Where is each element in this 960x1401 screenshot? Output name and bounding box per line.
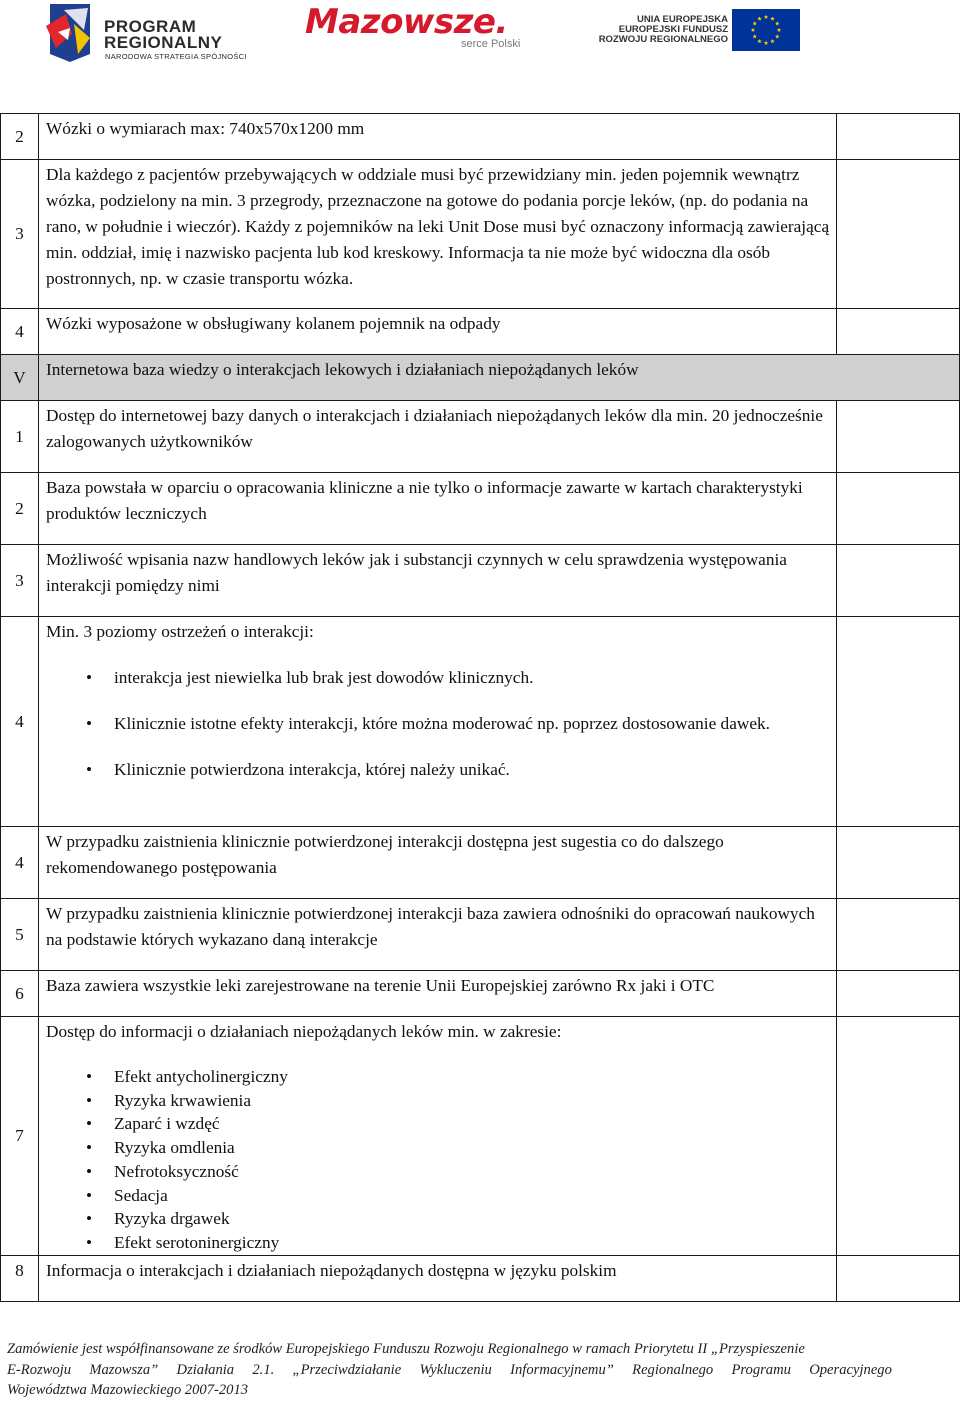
- eu-fund-logo: [590, 9, 812, 53]
- row-number: 3: [1, 545, 39, 617]
- footer-word: Programu: [731, 1361, 791, 1378]
- list-item: • Klinicznie potwierdzona interakcja, której należy unikać.: [86, 757, 832, 783]
- eu-flag-icon: [732, 9, 800, 51]
- side-effects-list: [46, 1065, 832, 1255]
- table-row: [1, 1017, 960, 1256]
- list-item: • Ryzyka omdlenia: [86, 1136, 832, 1160]
- row-number: 8: [1, 1255, 39, 1301]
- row-text: Dla każdego z pacjentów przebywających w oddziale musi być przewidziany min. jeden pojemnik wewnątrz wózka, podzielony na min. 3 przegrody, przeznaczone na gotowe do podania porcje leków, (np. do podania na rano, w południe i wieczór). Każdy z pojemników na leki Unit Dose musi być oznaczony informacją zawierającą min. oddział, imię i nazwisko pacjenta lub kod kreskowy. Informacja ta nie może być widoczna dla osób postronnych, np. w czasie transportu wózka.: [39, 160, 837, 309]
- empty-cell: [837, 473, 960, 545]
- empty-cell: [837, 160, 960, 309]
- row-text: Informacja o interakcjach i działaniach niepożądanych dostępna w języku polskim: [39, 1255, 837, 1301]
- footer-line1: Zamówienie jest współfinansowane ze środków Europejskiego Funduszu Rozwoju Regionalnego w ramach Priorytetu II „Przyspieszenie: [7, 1341, 805, 1357]
- section-header-row: [1, 355, 960, 401]
- list-item: • Nefrotoksyczność: [86, 1160, 832, 1184]
- table-row: [1, 473, 960, 545]
- footer-word: Operacyjnego: [809, 1361, 892, 1378]
- eu-line3: ROZWOJU REGIONALNEGO: [598, 34, 728, 45]
- empty-cell: [837, 617, 960, 827]
- row-text: Baza powstała w oparciu o opracowania kliniczne a nie tylko o informacje zawarte w kartach charakterystyki produktów leczniczych: [39, 473, 837, 545]
- row-text: Baza zawiera wszystkie leki zarejestrowane na terenie Unii Europejskiej zarówno Rx jaki i OTC: [39, 971, 837, 1017]
- footer-word: E-Rozwoju: [7, 1361, 72, 1378]
- list-item: • Klinicznie istotne efekty interakcji, które można moderować np. poprzez dostosowanie dawek.: [86, 711, 832, 737]
- row-text: Dostęp do internetowej bazy danych o interakcjach i działaniach niepożądanych leków dla min. 20 jednocześnie zalogowanych użytkowników: [39, 401, 837, 473]
- row-number: 2: [1, 114, 39, 160]
- row-number: 4: [1, 309, 39, 355]
- row-number: 7: [1, 1017, 39, 1256]
- row-number: 4: [1, 827, 39, 899]
- program-regionalny-emblem-icon: [44, 4, 94, 62]
- program-regionalny-logo: [44, 4, 274, 62]
- table-row: [1, 827, 960, 899]
- table-row: [1, 545, 960, 617]
- program-line3: NARODOWA STRATEGIA SPÓJNOŚCI: [105, 52, 247, 61]
- row-number: 3: [1, 160, 39, 309]
- empty-cell: [837, 401, 960, 473]
- footer-word: „Przeciwdziałanie: [292, 1361, 402, 1378]
- empty-cell: [837, 1017, 960, 1256]
- row-number: 2: [1, 473, 39, 545]
- empty-cell: [837, 1255, 960, 1301]
- empty-cell: [837, 827, 960, 899]
- footer-word: Wykluczeniu: [419, 1361, 492, 1378]
- footer-word: 2.1.: [252, 1361, 275, 1378]
- table-row: [1, 1255, 960, 1301]
- table-row: [1, 401, 960, 473]
- list-item: • Ryzyka drgawek: [86, 1207, 832, 1231]
- footer-line3: Województwa Mazowieckiego 2007-2013: [7, 1382, 249, 1398]
- table-row: [1, 971, 960, 1017]
- list-item: • Sedacja: [86, 1184, 832, 1208]
- row-text: W przypadku zaistnienia klinicznie potwierdzonej interakcji baza zawiera odnośniki do opracowań naukowych na podstawie których wykazano daną interakcje: [39, 899, 837, 971]
- row-text: Min. 3 poziomy ostrzeżeń o interakcji:: [46, 622, 314, 641]
- row-number: 6: [1, 971, 39, 1017]
- section-number: V: [1, 355, 39, 401]
- list-item: • interakcja jest niewielka lub brak jest dowodów klinicznych.: [86, 665, 832, 691]
- empty-cell: [837, 309, 960, 355]
- table-row: [1, 899, 960, 971]
- mazowsze-logo: [305, 2, 545, 58]
- empty-cell: [837, 114, 960, 160]
- page-header: [0, 0, 960, 72]
- list-item: • Zaparć i wzdęć: [86, 1112, 832, 1136]
- empty-cell: [837, 971, 960, 1017]
- row-text: Możliwość wpisania nazw handlowych leków jak i substancji czynnych w celu sprawdzenia występowania interakcji pomiędzy nimi: [39, 545, 837, 617]
- table-row: [1, 309, 960, 355]
- footer-word: Działania: [176, 1361, 235, 1378]
- row-number: 1: [1, 401, 39, 473]
- row-text: Wózki o wymiarach max: 740x570x1200 mm: [39, 114, 837, 160]
- cofinancing-footer: [7, 1339, 892, 1401]
- list-item: • Efekt antycholinergiczny: [86, 1065, 832, 1089]
- row-number: 4: [1, 617, 39, 827]
- footer-word: Mazowsza”: [89, 1361, 159, 1378]
- list-item: • Efekt serotoninergiczny: [86, 1231, 832, 1255]
- section-title: Internetowa baza wiedzy o interakcjach lekowych i działaniach niepożądanych leków: [39, 355, 960, 401]
- eu-line2: EUROPEJSKI FUNDUSZ: [618, 24, 728, 35]
- row-number: 5: [1, 899, 39, 971]
- mazowsze-wordmark: Mazowsze.: [305, 2, 508, 42]
- row-text: Wózki wyposażone w obsługiwany kolanem pojemnik na odpady: [39, 309, 837, 355]
- program-line1: PROGRAM: [104, 17, 197, 36]
- empty-cell: [837, 545, 960, 617]
- requirements-table: [0, 113, 960, 1302]
- empty-cell: [837, 899, 960, 971]
- table-row: [1, 617, 960, 827]
- table-row: [1, 114, 960, 160]
- warning-levels-list: [46, 665, 832, 783]
- eu-line1: UNIA EUROPEJSKA: [637, 14, 728, 25]
- row-text: Dostęp do informacji o działaniach niepożądanych leków min. w zakresie:: [46, 1022, 562, 1041]
- table-row: [1, 160, 960, 309]
- row-content: [39, 617, 837, 827]
- footer-word: Regionalnego: [632, 1361, 714, 1378]
- list-item: • Ryzyka krwawienia: [86, 1089, 832, 1113]
- row-content: [39, 1017, 837, 1256]
- row-text: W przypadku zaistnienia klinicznie potwierdzonej interakcji dostępna jest sugestia co do dalszego rekomendowanego postępowania: [39, 827, 837, 899]
- mazowsze-tagline: serce Polski: [461, 38, 521, 50]
- footer-word: Informacyjnemu”: [510, 1361, 614, 1378]
- footer-line2: [7, 1360, 892, 1381]
- program-line2: REGIONALNY: [104, 33, 223, 52]
